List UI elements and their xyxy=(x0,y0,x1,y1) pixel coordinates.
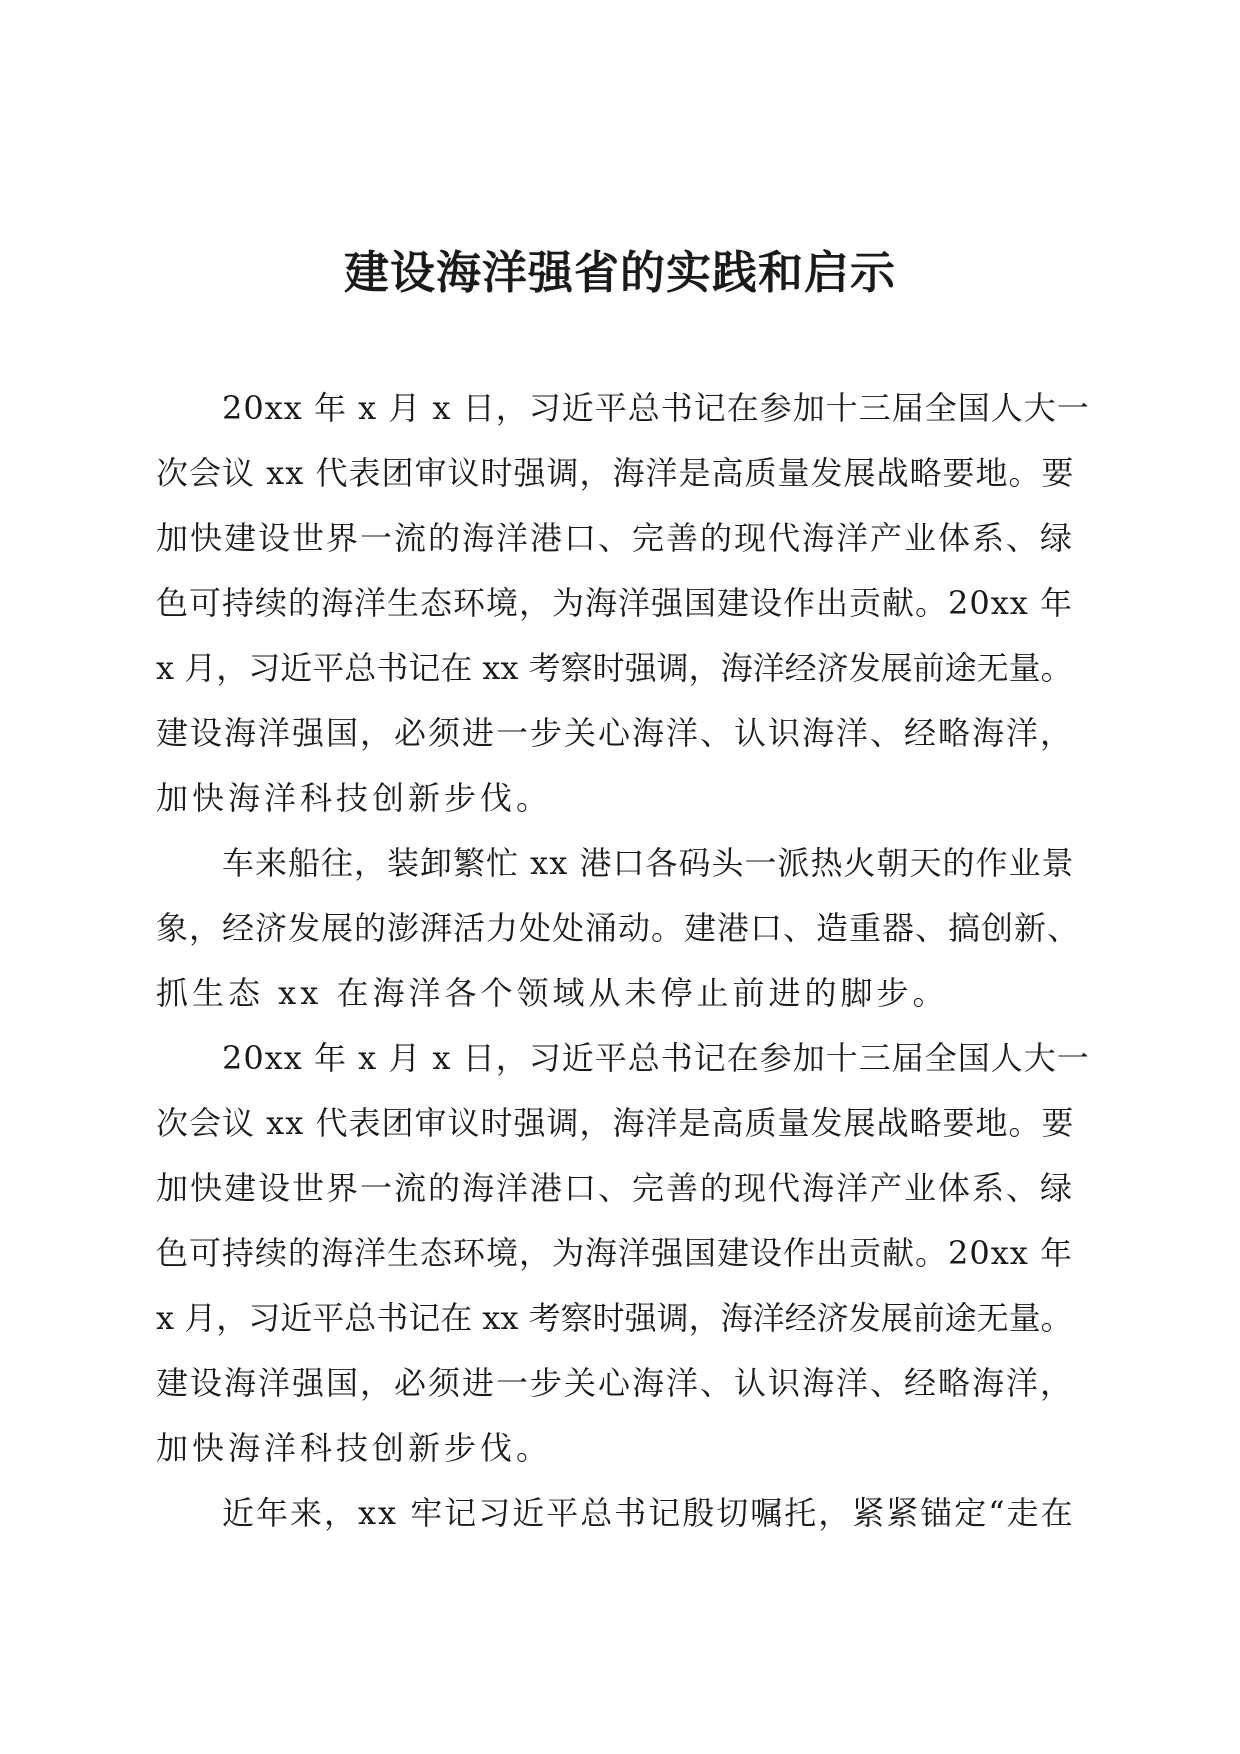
paragraph-line: 加快海洋科技创新步伐。 xyxy=(156,1429,553,1467)
paragraph-line: 建设海洋强国，必须进一步关心海洋、认识海洋、经略海洋， xyxy=(156,1364,1075,1402)
document-title: 建设海洋强省的实践和启示 xyxy=(343,246,896,299)
paragraph-line: x 月，习近平总书记在 xx 考察时强调，海洋经济发展前途无量。 xyxy=(156,1299,1073,1337)
paragraph-line: 车来船往，装卸繁忙 xx 港口各码头一派热火朝天的作业景 xyxy=(222,844,1075,882)
paragraph-line: 抓生态 xx 在海洋各个领域从未停止前进的脚步。 xyxy=(156,974,949,1012)
paragraph-line: x 月，习近平总书记在 xx 考察时强调，海洋经济发展前途无量。 xyxy=(156,649,1073,687)
paragraph-line: 象，经济发展的澎湃活力处处涌动。建港口、造重器、搞创新、 xyxy=(156,909,1081,947)
paragraph-line: 色可持续的海洋生态环境，为海洋强国建设作出贡献。20xx 年 xyxy=(156,1234,1073,1272)
paragraph-line: 加快建设世界一流的海洋港口、完善的现代海洋产业体系、绿 xyxy=(156,1169,1075,1207)
paragraph-line: 20xx 年 x 月 x 日，习近平总书记在参加十三届全国人大一 xyxy=(222,389,1090,427)
document-body xyxy=(156,376,1096,1546)
body-paragraph xyxy=(156,376,1096,831)
paragraph-line: 20xx 年 x 月 x 日，习近平总书记在参加十三届全国人大一 xyxy=(222,1039,1090,1077)
paragraph-line: 建设海洋强国，必须进一步关心海洋、认识海洋、经略海洋， xyxy=(156,714,1075,752)
paragraph-line: 色可持续的海洋生态环境，为海洋强国建设作出贡献。20xx 年 xyxy=(156,584,1073,622)
paragraph-line: 次会议 xx 代表团审议时强调，海洋是高质量发展战略要地。要 xyxy=(156,454,1075,492)
body-paragraph xyxy=(156,1481,1096,1546)
paragraph-line: 近年来，xx 牢记习近平总书记殷切嘱托，紧紧锚定“走在 xyxy=(222,1494,1075,1532)
paragraph-line: 加快建设世界一流的海洋港口、完善的现代海洋产业体系、绿 xyxy=(156,519,1075,557)
paragraph-line: 次会议 xx 代表团审议时强调，海洋是高质量发展战略要地。要 xyxy=(156,1104,1075,1142)
paragraph-line: 加快海洋科技创新步伐。 xyxy=(156,779,553,817)
body-paragraph xyxy=(156,1026,1096,1481)
body-paragraph xyxy=(156,831,1096,1026)
